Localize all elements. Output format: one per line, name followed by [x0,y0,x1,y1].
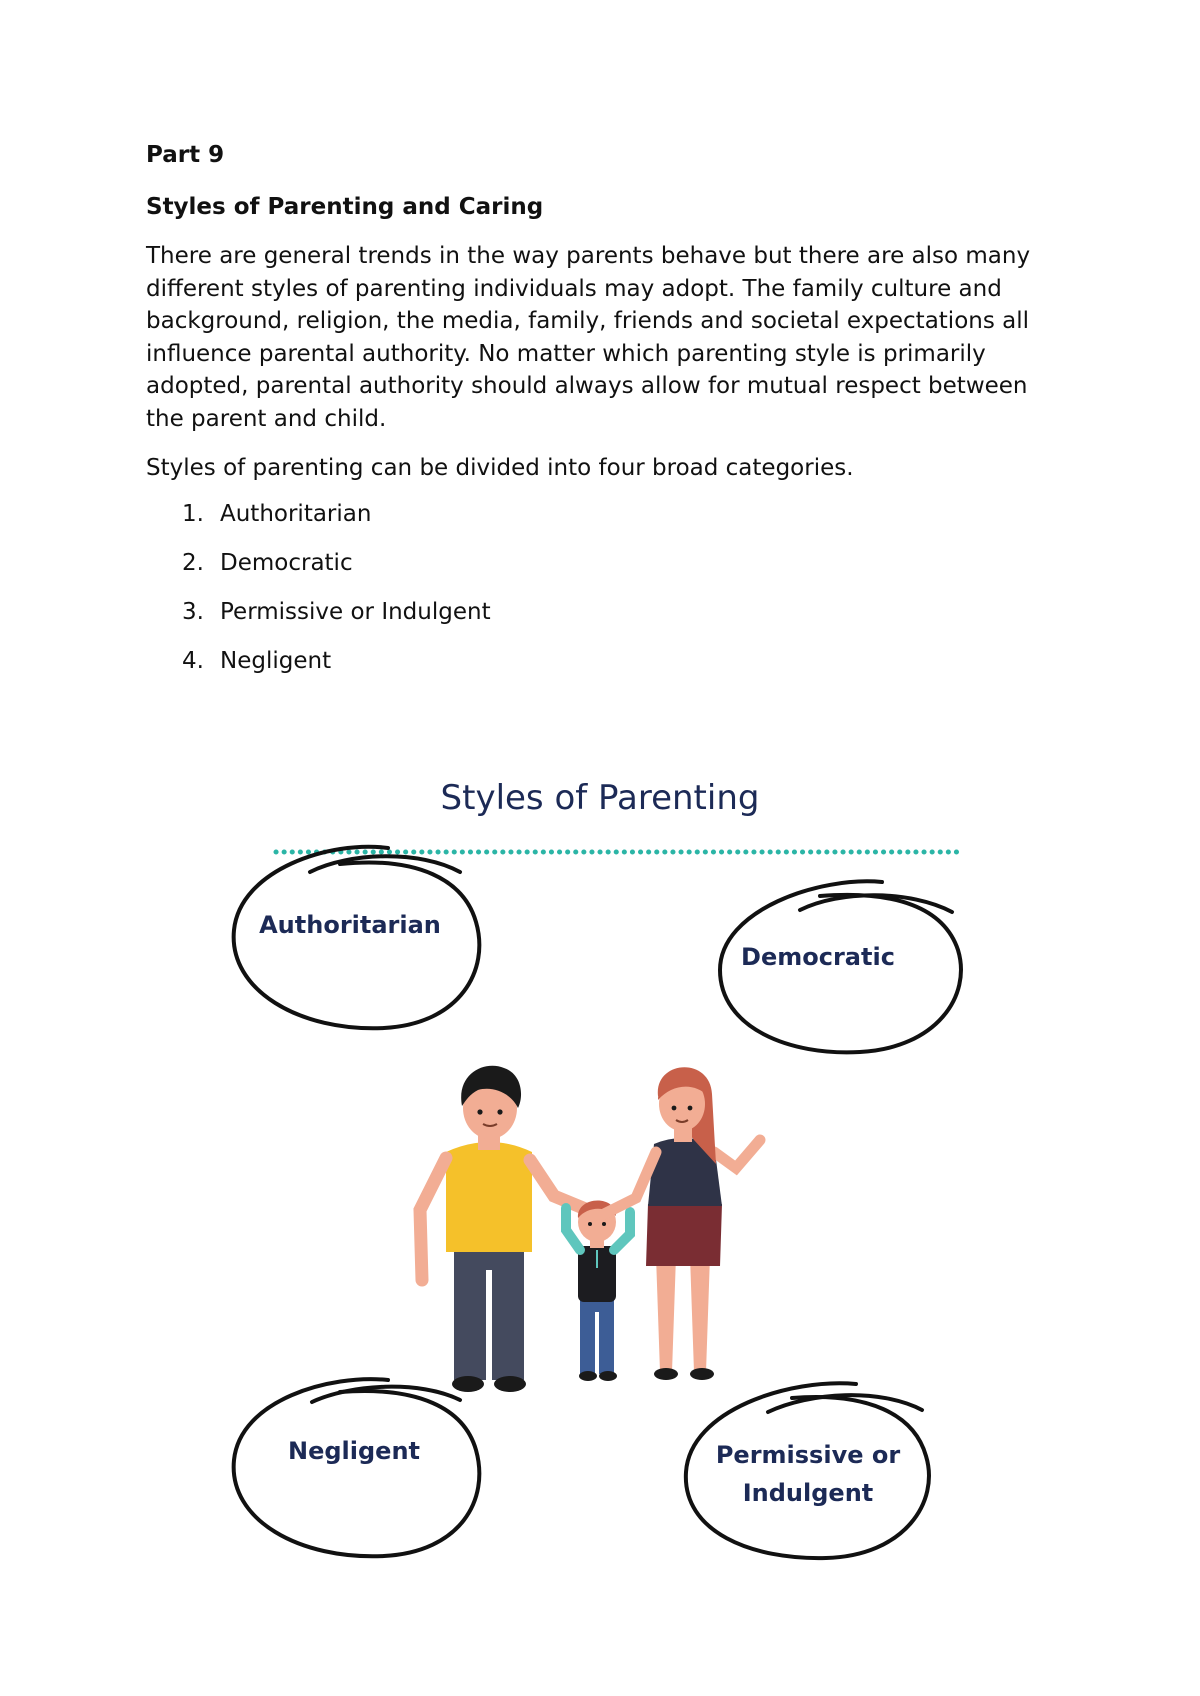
child-shoe-left [579,1371,597,1381]
categories-paragraph: Styles of parenting can be divided into four broad categories. [146,454,854,481]
parenting-styles-figure [220,760,980,1580]
bubble-label-permissive-line2: Indulgent [742,1479,874,1508]
mother-shoe-right [690,1368,714,1380]
list-label: Negligent [220,648,332,675]
figure-title: Styles of Parenting [440,778,760,818]
father-shoe-left [452,1376,484,1392]
bubble-label-negligent: Negligent [287,1437,420,1465]
child-figure [566,1200,630,1381]
bubble-label-permissive [688,1436,928,1513]
father-eye-left [477,1109,482,1114]
bubble-label-authoritarian: Authoritarian [259,911,441,939]
mother-shoe-left [654,1368,678,1380]
parenting-styles-list [146,500,1046,676]
section-title: Styles of Parenting and Caring [146,194,544,221]
part-title: Part 9 [146,142,225,168]
list-label: Democratic [220,550,353,577]
list-item [182,549,1046,578]
intro-paragraph: There are general trends in the way parents behave but there are also many different styles of parenting individuals may adopt. The family culture and background, religion, the media, family, friends and societal expectations all influence parental authority. No matter which parenting style is primarily adopted, parental authority should always allow for mutual respect between the parent and child. [146,243,1031,433]
child-shoe-right [599,1371,617,1381]
father-shirt [446,1142,532,1252]
bubble-label-democratic: Democratic [741,943,895,971]
list-item [182,500,1046,529]
mother-skirt [646,1204,722,1266]
text-block [146,140,1046,696]
child-arm-right [614,1212,630,1250]
child-leg-gap [595,1312,599,1374]
family-illustration [420,1066,760,1392]
mother-eye-right [688,1106,693,1111]
list-number: 1. [182,501,204,528]
mother-figure [600,1067,760,1380]
father-arm-left [420,1158,446,1280]
list-number: 3. [182,599,204,626]
child-arm-left [566,1208,580,1250]
list-item [182,598,1046,627]
bubble-label-permissive-line1: Permissive or [715,1441,901,1469]
list-number: 4. [182,648,204,675]
father-eye-right [497,1109,502,1114]
father-leg-gap [486,1270,492,1380]
father-shoe-right [494,1376,526,1392]
mother-arm-left [600,1152,656,1216]
list-label: Permissive or Indulgent [220,599,491,626]
list-label: Authoritarian [220,501,372,528]
mother-arm-right [714,1140,760,1168]
child-eye-left [588,1222,592,1226]
father-arm-right [530,1160,588,1210]
child-eye-right [602,1222,606,1226]
list-number: 2. [182,550,204,577]
mother-legs [656,1256,710,1372]
list-item [182,647,1046,676]
mother-eye-left [672,1106,677,1111]
